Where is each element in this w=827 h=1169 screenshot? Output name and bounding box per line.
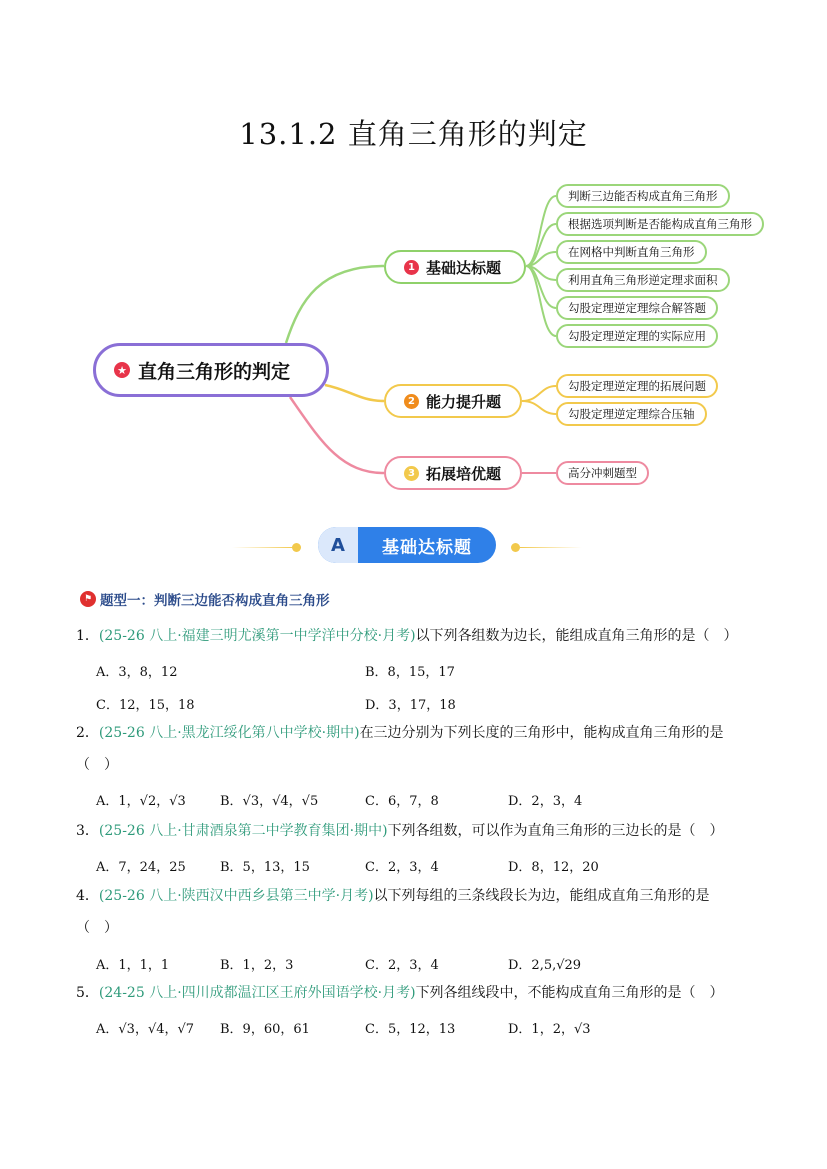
option-c: C．5，12，13 [365, 1022, 456, 1037]
badge-3-icon: 3 [404, 466, 419, 481]
question-type-label: 题型一：判断三边能否构成直角三角形 [100, 593, 330, 609]
option-d: D．2,5,√29 [508, 958, 582, 973]
question-text: 在三边分别为下列长度的三角形中，能构成直角三角形的是 [359, 725, 724, 741]
question-number: 1． [76, 628, 99, 644]
option-d: D．1，2，√3 [508, 1022, 591, 1037]
option-d: D．8，12，20 [508, 860, 599, 875]
banner-line-right [520, 547, 582, 548]
option-a: A．3，8，12 [96, 665, 178, 680]
question-number: 2． [76, 725, 99, 741]
leaf-item: 勾股定理逆定理的实际应用 [556, 324, 718, 348]
option-c: C．2，3，4 [365, 860, 439, 875]
question-source: (25-26 八上·甘肃酒泉第二中学教育集团·期中) [98, 823, 388, 839]
option-b: B．9，60，61 [220, 1022, 310, 1037]
leaf-item: 勾股定理逆定理的拓展问题 [556, 374, 718, 398]
option-b: B．5，13，15 [220, 860, 310, 875]
question-number: 5． [76, 985, 99, 1001]
question-number: 3． [76, 823, 99, 839]
question-number: 4． [76, 888, 99, 904]
branch-label: 能力提升题 [426, 392, 502, 411]
leaf-item: 勾股定理逆定理综合压轴 [556, 402, 707, 426]
question-source: (24-25 八上·四川成都温江区王府外国语学校·月考) [98, 985, 416, 1001]
question-text: 下列各组线段中，不能构成直角三角形的是（ ） [415, 985, 724, 1001]
badge-2-icon: 2 [404, 394, 419, 409]
branch-label: 基础达标题 [426, 258, 502, 277]
question-4 [76, 886, 710, 906]
option-b: B．1，2，3 [220, 958, 294, 973]
option-b: B．8，15，17 [365, 665, 455, 680]
section-letter: A [318, 527, 358, 563]
branch-basic [384, 250, 526, 284]
mindmap-root-label: 直角三角形的判定 [138, 360, 291, 383]
page-title: 13.1.2 直角三角形的判定 [239, 117, 588, 151]
option-b: B．√3，√4，√5 [220, 794, 319, 809]
question-source: (25-26 八上·福建三明尤溪第一中学洋中分校·月考) [98, 628, 416, 644]
option-c: C．2，3，4 [365, 958, 439, 973]
branch-extension [384, 456, 522, 490]
banner-dot-right [511, 543, 520, 552]
mindmap-root [93, 343, 329, 397]
question-5 [76, 983, 724, 1003]
question-text: 下列各组数，可以作为直角三角形的三边长的是（ ） [387, 823, 724, 839]
option-d: D．2，3，4 [508, 794, 583, 809]
question-4-blank: （ ） [76, 920, 118, 936]
star-icon: ★ [114, 362, 130, 378]
question-2 [76, 723, 724, 743]
question-2-blank: （ ） [76, 757, 118, 773]
option-a: A．1，1，1 [96, 958, 170, 973]
option-a: A．√3，√4，√7 [96, 1022, 195, 1037]
branch-advanced [384, 384, 522, 418]
section-title: 基础达标题 [382, 537, 472, 558]
leaf-item: 判断三边能否构成直角三角形 [556, 184, 730, 208]
question-type-heading [80, 589, 330, 609]
option-a: A．1，√2，√3 [96, 794, 186, 809]
leaf-item: 利用直角三角形逆定理求面积 [556, 268, 730, 292]
question-text: 以下列各组数为边长，能组成直角三角形的是（ ） [415, 628, 738, 644]
question-source: (25-26 八上·陕西汉中西乡县第三中学·月考) [98, 888, 374, 904]
question-3 [76, 821, 724, 841]
leaf-item: 勾股定理逆定理综合解答题 [556, 296, 718, 320]
question-text: 以下列每组的三条线段长为边，能组成直角三角形的是 [373, 888, 710, 904]
banner-dot-left [292, 543, 301, 552]
option-d: D．3，17，18 [365, 698, 456, 713]
flag-icon: ⚑ [80, 591, 96, 607]
leaf-item: 高分冲刺题型 [556, 461, 649, 485]
leaf-item: 根据选项判断是否能构成直角三角形 [556, 212, 764, 236]
option-c: C．6，7，8 [365, 794, 439, 809]
section-banner [318, 527, 496, 563]
branch-label: 拓展培优题 [426, 464, 502, 483]
badge-1-icon: 1 [404, 260, 419, 275]
option-c: C．12，15，18 [96, 698, 195, 713]
question-1 [76, 626, 738, 646]
leaf-item: 在网格中判断直角三角形 [556, 240, 707, 264]
banner-line-left [232, 547, 294, 548]
option-a: A．7，24，25 [96, 860, 186, 875]
question-source: (25-26 八上·黑龙江绥化第八中学校·期中) [98, 725, 360, 741]
